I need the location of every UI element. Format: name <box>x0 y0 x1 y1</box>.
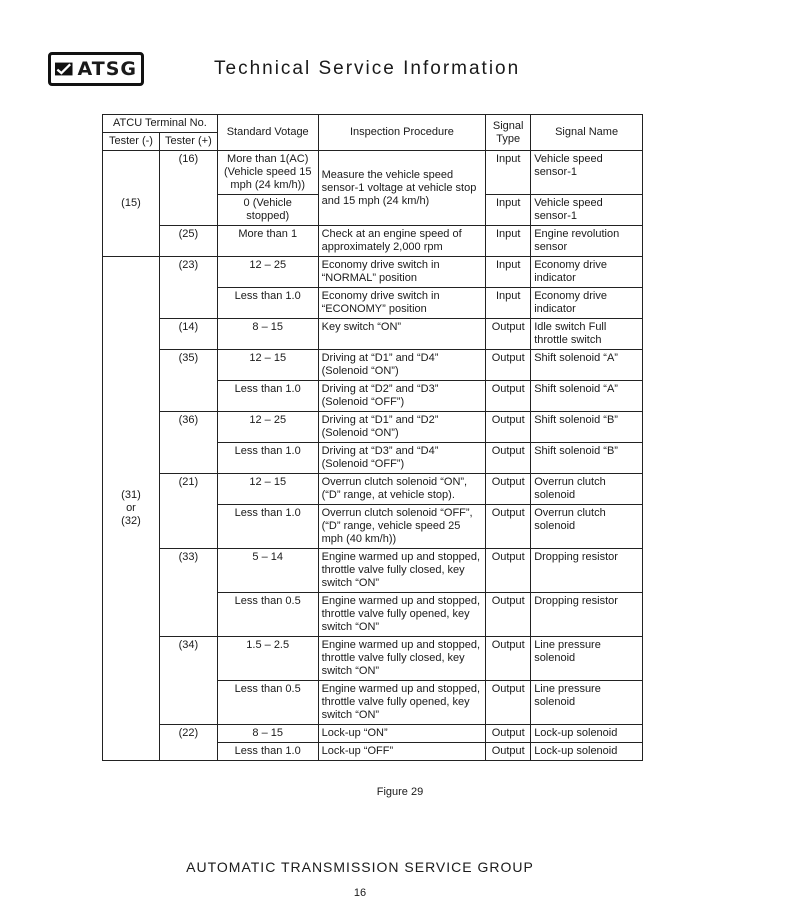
header-atcu: ATCU Terminal No. <box>103 115 218 133</box>
signal-type-cell: Output <box>486 381 531 412</box>
procedure-cell: Overrun clutch solenoid “ON”, (“D” range, at vehicle stop). <box>318 474 486 505</box>
signal-name-cell: Lock-up solenoid <box>531 743 643 761</box>
header-tester-neg: Tester (-) <box>103 133 160 151</box>
signal-type-cell: Output <box>486 319 531 350</box>
footer-org: AUTOMATIC TRANSMISSION SERVICE GROUP <box>186 859 534 875</box>
signal-type-cell: Output <box>486 412 531 443</box>
procedure-cell: Overrun clutch solenoid “OFF”, (“D” range, vehicle speed 25 mph (40 km/h)) <box>318 505 486 549</box>
table-row <box>103 637 643 681</box>
signal-type-cell: Output <box>486 725 531 743</box>
table-row <box>103 412 643 443</box>
atsg-logo <box>48 52 144 86</box>
header-signal-name: Signal Name <box>531 115 643 151</box>
standard-cell: 12 – 15 <box>217 474 318 505</box>
signal-type-cell: Output <box>486 443 531 474</box>
standard-cell: More than 1 <box>217 226 318 257</box>
signal-name-cell: Overrun clutch solenoid <box>531 505 643 549</box>
tester-neg-cell: (15) <box>103 151 160 257</box>
standard-cell: Less than 1.0 <box>217 505 318 549</box>
procedure-cell: Engine warmed up and stopped, throttle valve fully opened, key switch “ON” <box>318 681 486 725</box>
signal-type-cell: Input <box>486 195 531 226</box>
standard-cell: 0 (Vehicle stopped) <box>217 195 318 226</box>
tester-pos-cell: (14) <box>159 319 217 350</box>
tester-neg-line: (32) <box>121 515 141 527</box>
procedure-cell: Engine warmed up and stopped, throttle valve fully opened, key switch “ON” <box>318 593 486 637</box>
tester-pos-cell: (25) <box>159 226 217 257</box>
table-row <box>103 725 643 743</box>
tester-pos-cell: (22) <box>159 725 217 761</box>
procedure-cell: Lock-up “OFF” <box>318 743 486 761</box>
procedure-cell: Economy drive switch in “NORMAL” position <box>318 257 486 288</box>
table-row <box>103 151 643 195</box>
signal-name-cell: Shift solenoid “A” <box>531 350 643 381</box>
signal-name-cell: Shift solenoid “A” <box>531 381 643 412</box>
signal-name-cell: Dropping resistor <box>531 549 643 593</box>
table-row <box>103 226 643 257</box>
header-tester-pos: Tester (+) <box>159 133 217 151</box>
page-number: 16 <box>353 887 367 899</box>
standard-cell: 1.5 – 2.5 <box>217 637 318 681</box>
checkmark-icon <box>55 58 73 80</box>
signal-name-cell: Overrun clutch solenoid <box>531 474 643 505</box>
standard-cell: More than 1(AC) (Vehicle speed 15 mph (24 km/h)) <box>217 151 318 195</box>
signal-name-cell: Dropping resistor <box>531 593 643 637</box>
standard-cell: 12 – 15 <box>217 350 318 381</box>
signal-name-cell: Vehicle speed sensor-1 <box>531 195 643 226</box>
signal-type-cell: Output <box>486 505 531 549</box>
tester-pos-cell: (16) <box>159 151 217 226</box>
signal-type-cell: Input <box>486 226 531 257</box>
standard-cell: Less than 0.5 <box>217 681 318 725</box>
signal-name-cell: Shift solenoid “B” <box>531 412 643 443</box>
table-row <box>103 319 643 350</box>
procedure-cell: Driving at “D1” and “D2” (Solenoid “ON”) <box>318 412 486 443</box>
signal-name-cell: Line pressure solenoid <box>531 637 643 681</box>
signal-name-cell: Vehicle speed sensor-1 <box>531 151 643 195</box>
standard-cell: 12 – 25 <box>217 257 318 288</box>
tester-neg-line: (31) <box>121 489 141 501</box>
procedure-cell: Driving at “D3” and “D4” (Solenoid “OFF”) <box>318 443 486 474</box>
signal-type-cell: Input <box>486 257 531 288</box>
signal-type-cell: Output <box>486 681 531 725</box>
signal-type-cell: Input <box>486 151 531 195</box>
table-row <box>103 549 643 593</box>
tester-pos-cell: (36) <box>159 412 217 474</box>
procedure-cell: Driving at “D2” and “D3” (Solenoid “OFF”) <box>318 381 486 412</box>
signal-type-cell: Output <box>486 637 531 681</box>
signal-name-cell: Shift solenoid “B” <box>531 443 643 474</box>
standard-cell: 8 – 15 <box>217 725 318 743</box>
procedure-cell: Key switch “ON” <box>318 319 486 350</box>
standard-cell: Less than 1.0 <box>217 381 318 412</box>
tester-pos-cell: (34) <box>159 637 217 725</box>
page-title: Technical Service Information <box>214 58 521 79</box>
tester-neg-cell <box>103 257 160 761</box>
figure-caption: Figure 29 <box>376 786 424 798</box>
procedure-cell: Economy drive switch in “ECONOMY” position <box>318 288 486 319</box>
header-procedure: Inspection Procedure <box>318 115 486 151</box>
header-standard: Standard Votage <box>217 115 318 151</box>
tester-pos-cell: (33) <box>159 549 217 637</box>
procedure-cell: Measure the vehicle speed sensor-1 voltage at vehicle stop and 15 mph (24 km/h) <box>318 151 486 226</box>
standard-cell: 5 – 14 <box>217 549 318 593</box>
table-row <box>103 474 643 505</box>
procedure-cell: Engine warmed up and stopped, throttle valve fully closed, key switch “ON” <box>318 637 486 681</box>
signal-name-cell: Lock-up solenoid <box>531 725 643 743</box>
tester-pos-cell: (21) <box>159 474 217 549</box>
terminal-inspection-table <box>102 114 643 761</box>
signal-type-cell: Output <box>486 743 531 761</box>
signal-type-cell: Output <box>486 474 531 505</box>
signal-name-cell: Line pressure solenoid <box>531 681 643 725</box>
standard-cell: Less than 1.0 <box>217 743 318 761</box>
signal-type-cell: Output <box>486 549 531 593</box>
header-signal-type: Signal Type <box>486 115 531 151</box>
procedure-cell: Driving at “D1” and “D4” (Solenoid “ON”) <box>318 350 486 381</box>
signal-name-cell: Engine revolution sensor <box>531 226 643 257</box>
signal-type-cell: Output <box>486 593 531 637</box>
standard-cell: 12 – 25 <box>217 412 318 443</box>
signal-type-cell: Output <box>486 350 531 381</box>
procedure-cell: Check at an engine speed of approximately 2,000 rpm <box>318 226 486 257</box>
table-row <box>103 350 643 381</box>
signal-type-cell: Input <box>486 288 531 319</box>
procedure-cell: Engine warmed up and stopped, throttle valve fully closed, key switch “ON” <box>318 549 486 593</box>
table-row <box>103 257 643 288</box>
standard-cell: Less than 1.0 <box>217 443 318 474</box>
tester-pos-cell: (23) <box>159 257 217 319</box>
logo-text: ATSG <box>77 58 137 80</box>
signal-name-cell: Economy drive indicator <box>531 288 643 319</box>
tester-pos-cell: (35) <box>159 350 217 412</box>
procedure-cell: Lock-up “ON” <box>318 725 486 743</box>
signal-name-cell: Economy drive indicator <box>531 257 643 288</box>
standard-cell: 8 – 15 <box>217 319 318 350</box>
tester-neg-line: or <box>126 502 136 514</box>
signal-name-cell: Idle switch Full throttle switch <box>531 319 643 350</box>
standard-cell: Less than 0.5 <box>217 593 318 637</box>
standard-cell: Less than 1.0 <box>217 288 318 319</box>
